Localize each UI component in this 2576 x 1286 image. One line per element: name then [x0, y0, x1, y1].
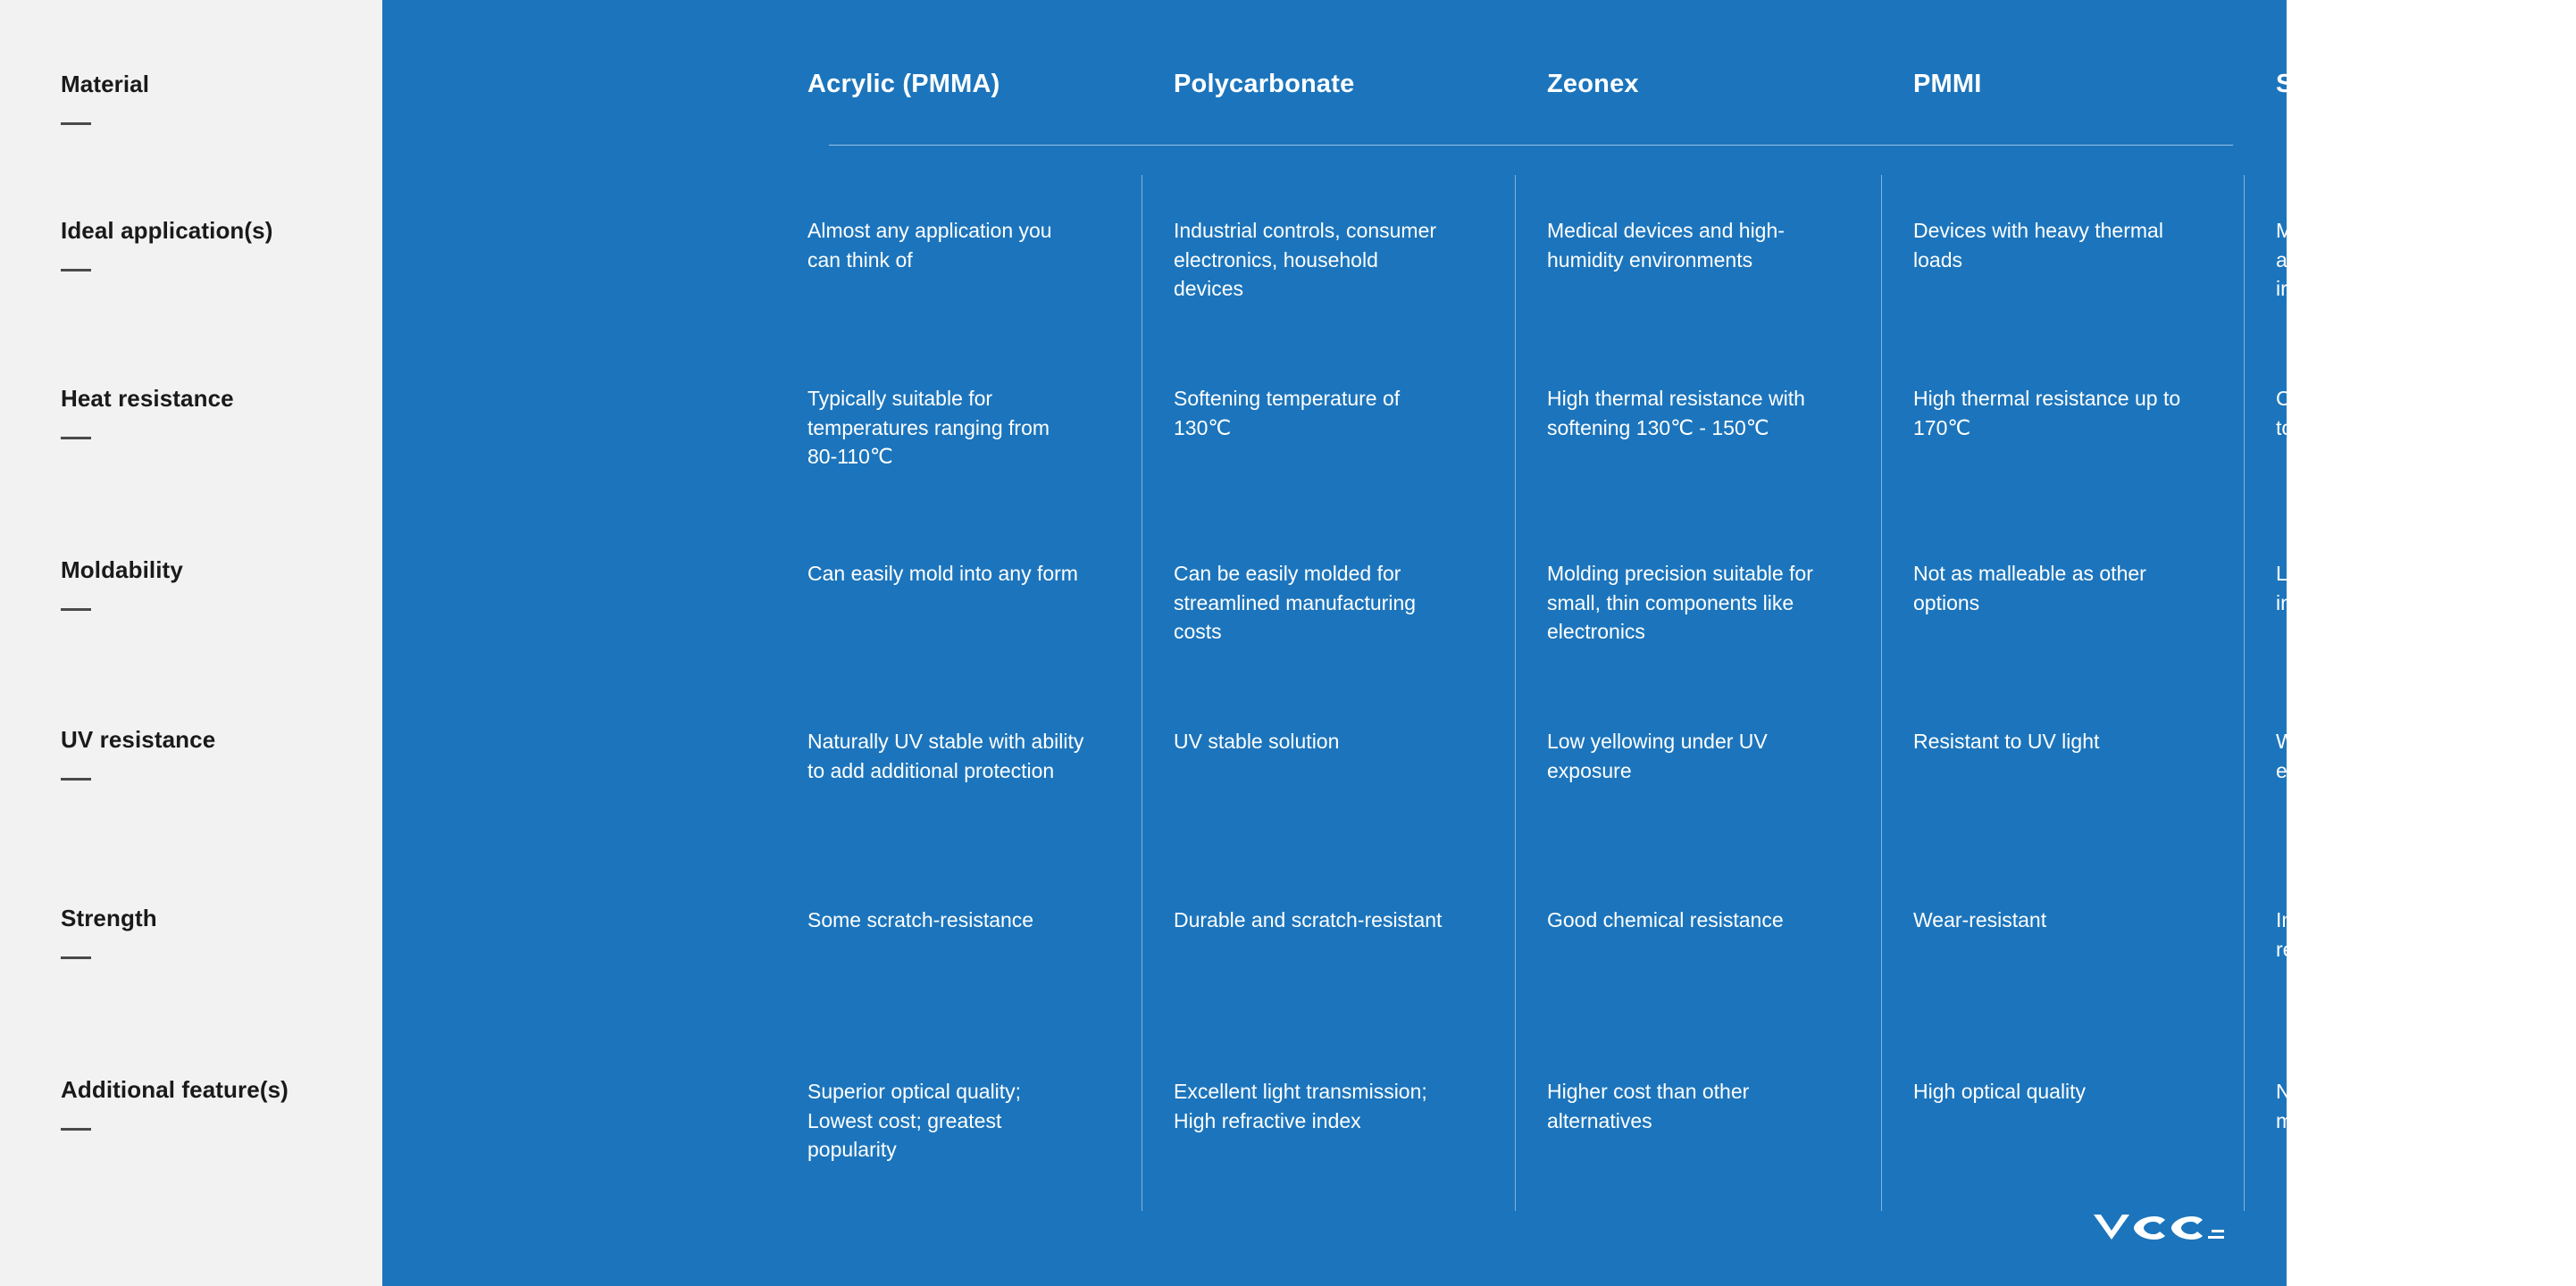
table-cell: Low yellowing under UV exposure: [1547, 730, 1768, 782]
row-label-text: Ideal application(s): [61, 217, 273, 244]
column-divider: [1881, 175, 1882, 1211]
table-cell: Medical devices and high-humidity environments: [1547, 219, 1785, 271]
label-underline: [61, 437, 91, 439]
vcc-logo-icon: [2092, 1209, 2226, 1247]
label-underline: [61, 1128, 91, 1131]
table-column-silicone-resins: [2244, 0, 2576, 1286]
row-label-text: Additional feature(s): [61, 1076, 289, 1103]
table-cell: Medical applications due to ability to touch skin without irritating it: [2276, 219, 2524, 301]
label-underline: [61, 269, 91, 271]
table-cell: Resistant to UV light: [1913, 730, 2100, 753]
table-cell: Can be easily molded for streamlined manufacturing costs: [1174, 562, 1417, 644]
table-cell: Impact and chemical resistance: [2276, 908, 2464, 961]
table-column-zeonex: [1515, 0, 1847, 1286]
table-cell: Won’t yellow with intense UV exposure: [2276, 730, 2539, 782]
column-header: Silicone Resins: [2276, 70, 2471, 98]
table-cell: Some scratch-resistance: [807, 908, 1034, 931]
table-cell: Can withstand high temps up to 150℃: [2276, 387, 2541, 439]
table-cell: Typically suitable for temperatures ranging from 80-110℃: [807, 387, 1050, 469]
column-divider: [2244, 175, 2245, 1211]
materials-comparison-table: [382, 0, 2541, 1286]
table-cell: Almost any application you can think of: [807, 219, 1052, 271]
label-underline: [61, 122, 91, 125]
table-cell: Not as malleable as other options: [1913, 562, 2146, 614]
table-columns: [382, 0, 2541, 1286]
row-label-strength: [61, 904, 355, 959]
row-label-moldability: [61, 555, 355, 611]
row-label-column: [0, 0, 382, 1286]
row-label-text: UV resistance: [61, 726, 216, 753]
table-cell: High thermal resistance up to 170℃: [1913, 387, 2181, 439]
table-cell: Excellent light transmission; High refractive index: [1174, 1080, 1427, 1132]
table-column-polycarbonate: [1142, 0, 1474, 1286]
row-label-text: Heat resistance: [61, 385, 234, 412]
row-label-ideal-applications: [61, 216, 355, 271]
table-cell: Molding precision suitable for small, thin components like electronics: [1547, 562, 1813, 644]
table-cell: Wear-resistant: [1913, 908, 2047, 931]
table-cell: Naturally UV stable with ability to add additional protection: [807, 730, 1084, 782]
row-label-text: Moldability: [61, 556, 183, 583]
column-header: Acrylic (PMMA): [807, 70, 1000, 98]
row-label-heat-resistance: [61, 384, 355, 439]
table-cell: Industrial controls, consumer electronics, household devices: [1174, 219, 1437, 301]
label-underline: [61, 608, 91, 611]
table-cell: Devices with heavy thermal loads: [1913, 219, 2163, 271]
table-cell: Low viscosity suitable for intricate shapes: [2276, 562, 2504, 614]
row-label-material-text: Material: [61, 71, 150, 97]
column-header: Zeonex: [1547, 70, 1639, 98]
table-cell: High thermal resistance with softening 130℃ - 150℃: [1547, 387, 1805, 439]
table-cell: UV stable solution: [1174, 730, 1340, 753]
row-label-material: [61, 70, 355, 125]
row-label-uv-resistance: [61, 725, 355, 781]
row-label-additional-features: [61, 1075, 355, 1131]
column-header: Polycarbonate: [1174, 70, 1355, 98]
table-column-pmmi: [1881, 0, 2213, 1286]
table-cell: Softening temperature of 130℃: [1174, 387, 1401, 439]
label-underline: [61, 956, 91, 959]
table-cell: Not as widespread as other materials: [2276, 1080, 2526, 1132]
column-divider: [1515, 175, 1516, 1211]
table-cell: Higher cost than other alternatives: [1547, 1080, 1750, 1132]
table-cell: High optical quality: [1913, 1080, 2087, 1103]
table-cell: Can easily mold into any form: [807, 562, 1078, 585]
row-label-text: Strength: [61, 905, 157, 931]
label-underline: [61, 778, 91, 781]
table-column-acrylic: [775, 0, 1108, 1286]
table-cell: Good chemical resistance: [1547, 908, 1784, 931]
table-cell: Durable and scratch-resistant: [1174, 908, 1443, 931]
table-cell: Superior optical quality; Lowest cost; greatest popularity: [807, 1080, 1022, 1162]
column-header: PMMI: [1913, 70, 1982, 98]
